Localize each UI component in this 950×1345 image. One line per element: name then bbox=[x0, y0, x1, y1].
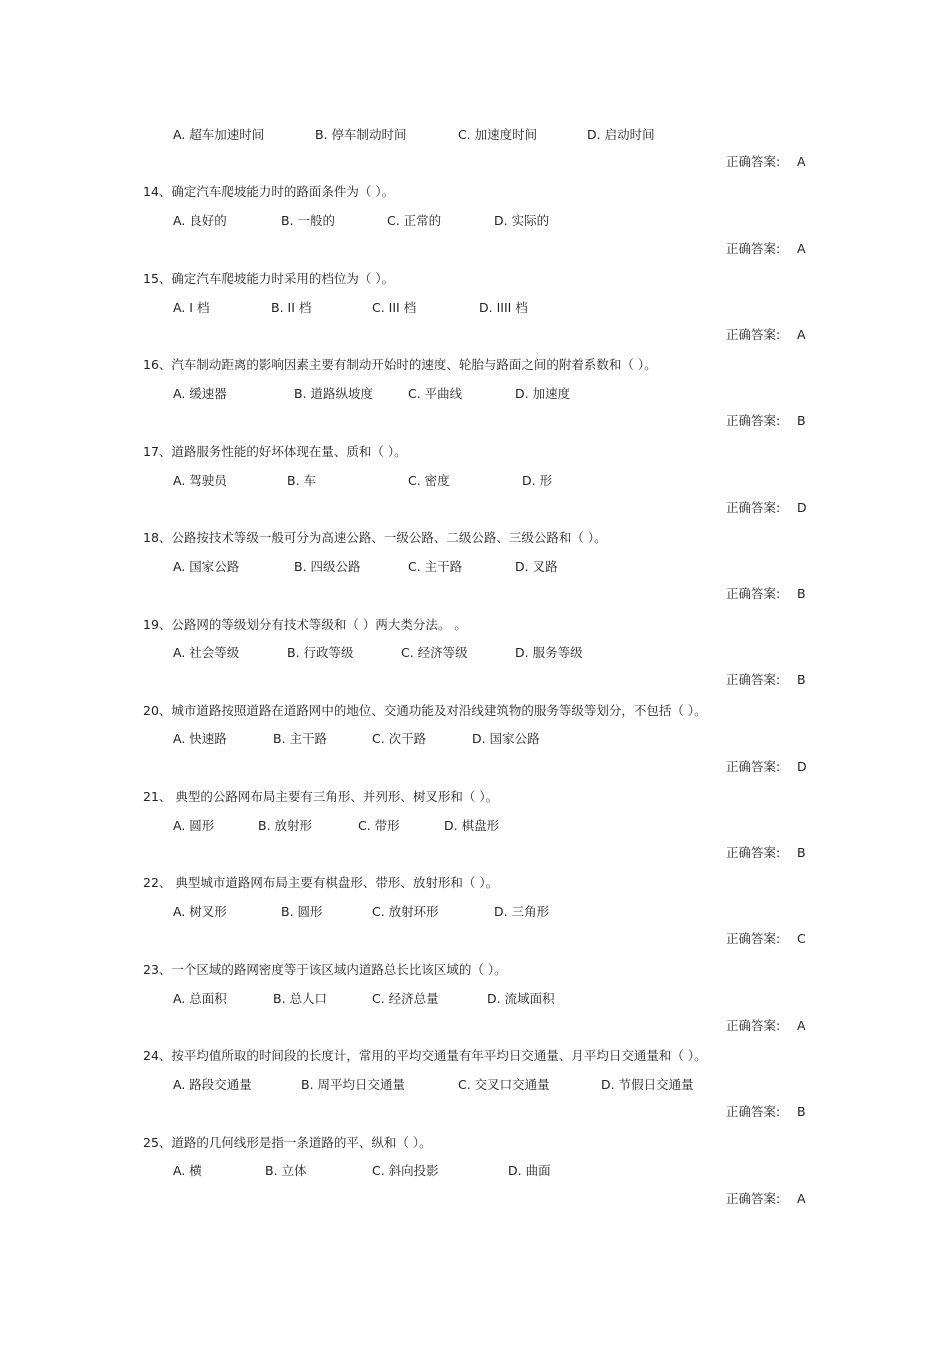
answer-value: B bbox=[797, 413, 806, 428]
option-d: D. 叉路 bbox=[515, 559, 558, 574]
answer-label: 正确答案: bbox=[726, 586, 781, 601]
answer-row bbox=[0, 239, 950, 259]
answer-label: 正确答案: bbox=[726, 500, 781, 515]
option-a: A. 路段交通量 bbox=[173, 1077, 252, 1092]
question-text: 19、公路网的等级划分有技术等级和（ ）两大类分法。 。 bbox=[143, 617, 467, 632]
option-a: A. 总面积 bbox=[173, 991, 227, 1006]
option-c: C. 主干路 bbox=[408, 559, 463, 574]
option-a: A. I 档 bbox=[173, 300, 210, 315]
options-row bbox=[0, 298, 950, 318]
option-d: D. 实际的 bbox=[494, 213, 550, 228]
options-row bbox=[0, 1075, 950, 1095]
question-stem bbox=[0, 1133, 950, 1153]
answer-value: A bbox=[797, 1191, 806, 1206]
answer bbox=[726, 584, 816, 604]
option-c: C. 平曲线 bbox=[408, 386, 463, 401]
answer bbox=[726, 843, 816, 863]
option-d: D. 棋盘形 bbox=[444, 818, 500, 833]
answer-value: B bbox=[797, 845, 806, 860]
question-text: 20、城市道路按照道路在道路网中的地位、交通功能及对沿线建筑物的服务等级等划分，不包括（ ）。 bbox=[143, 703, 707, 718]
question-text: 23、一个区域的路网密度等于该区域内道路总长比该区域的（ ）。 bbox=[143, 962, 507, 977]
answer-row bbox=[0, 584, 950, 604]
option-c: C. 带形 bbox=[358, 818, 400, 833]
question-stem bbox=[0, 182, 950, 202]
option-a: A. 驾驶员 bbox=[173, 473, 227, 488]
option-c: C. 密度 bbox=[408, 473, 450, 488]
answer-row bbox=[0, 929, 950, 949]
option-d: D. 服务等级 bbox=[515, 645, 583, 660]
answer-row bbox=[0, 1102, 950, 1122]
answer-row bbox=[0, 498, 950, 518]
answer-value: A bbox=[797, 1018, 806, 1033]
option-d: D. 节假日交通量 bbox=[601, 1077, 694, 1092]
answer-value: D bbox=[797, 500, 807, 515]
question-stem bbox=[0, 442, 950, 462]
answer-value: C bbox=[797, 931, 806, 946]
question-text: 18、公路按技术等级一般可分为高速公路、一级公路、二级公路、三级公路和（ ）。 bbox=[143, 530, 607, 545]
options-row bbox=[0, 989, 950, 1009]
option-a: A. 良好的 bbox=[173, 213, 227, 228]
option-a: A. 社会等级 bbox=[173, 645, 240, 660]
answer-value: A bbox=[797, 154, 806, 169]
option-b: B. 四级公路 bbox=[294, 559, 361, 574]
answer bbox=[726, 152, 816, 172]
option-d: D. 加速度 bbox=[515, 386, 571, 401]
answer-label: 正确答案: bbox=[726, 1018, 781, 1033]
option-c: C. III 档 bbox=[372, 300, 417, 315]
answer-label: 正确答案: bbox=[726, 241, 781, 256]
option-a: A. 快速路 bbox=[173, 731, 227, 746]
question-stem bbox=[0, 269, 950, 289]
option-b: B. 总人口 bbox=[273, 991, 328, 1006]
option-b: B. 主干路 bbox=[273, 731, 328, 746]
answer-value: B bbox=[797, 672, 806, 687]
option-a: A. 树叉形 bbox=[173, 904, 227, 919]
option-b: B. 周平均日交通量 bbox=[301, 1077, 406, 1092]
answer-value: B bbox=[797, 586, 806, 601]
option-a: A. 圆形 bbox=[173, 818, 215, 833]
answer bbox=[726, 1189, 816, 1209]
answer-row bbox=[0, 670, 950, 690]
options-row bbox=[0, 384, 950, 404]
option-b: B. 车 bbox=[287, 473, 317, 488]
options-row bbox=[0, 729, 950, 749]
question-text: 15、确定汽车爬坡能力时采用的档位为（ ）。 bbox=[143, 271, 395, 286]
answer-label: 正确答案: bbox=[726, 327, 781, 342]
option-d: D. 曲面 bbox=[508, 1163, 551, 1178]
option-c: C. 斜向投影 bbox=[372, 1163, 439, 1178]
option-a: A. 缓速器 bbox=[173, 386, 227, 401]
answer bbox=[726, 498, 816, 518]
option-b: B. II 档 bbox=[271, 300, 312, 315]
option-b: B. 一般的 bbox=[281, 213, 336, 228]
options-row bbox=[0, 902, 950, 922]
question-text: 25、道路的几何线形是指一条道路的平、纵和（ ）。 bbox=[143, 1135, 432, 1150]
question-text: 14、确定汽车爬坡能力时的路面条件为（ ）。 bbox=[143, 184, 395, 199]
option-d: D. 启动时间 bbox=[587, 127, 655, 142]
answer-value: A bbox=[797, 241, 806, 256]
question-text: 17、道路服务性能的好坏体现在量、质和（ ）。 bbox=[143, 444, 407, 459]
answer bbox=[726, 239, 816, 259]
answer-row bbox=[0, 325, 950, 345]
question-stem bbox=[0, 960, 950, 980]
options-row bbox=[0, 557, 950, 577]
answer-label: 正确答案: bbox=[726, 672, 781, 687]
question-stem bbox=[0, 1046, 950, 1066]
answer-label: 正确答案: bbox=[726, 931, 781, 946]
answer-row bbox=[0, 411, 950, 431]
option-a: A. 国家公路 bbox=[173, 559, 240, 574]
option-c: C. 经济总量 bbox=[372, 991, 439, 1006]
options-row bbox=[0, 211, 950, 231]
question-text: 24、按平均值所取的时间段的长度计，常用的平均交通量有年平均日交通量、月平均日交通量和（ ）。 bbox=[143, 1048, 707, 1063]
answer-label: 正确答案: bbox=[726, 759, 781, 774]
answer bbox=[726, 757, 816, 777]
option-d: D. 国家公路 bbox=[472, 731, 540, 746]
answer-row bbox=[0, 843, 950, 863]
question-text: 22、 典型城市道路网布局主要有棋盘形、带形、放射形和（ ）。 bbox=[143, 875, 499, 890]
answer-value: A bbox=[797, 327, 806, 342]
answer-row bbox=[0, 1189, 950, 1209]
answer bbox=[726, 411, 816, 431]
answer-row bbox=[0, 152, 950, 172]
option-a: A. 超车加速时间 bbox=[173, 127, 265, 142]
option-c: C. 放射环形 bbox=[372, 904, 439, 919]
options-row bbox=[0, 125, 950, 145]
answer-label: 正确答案: bbox=[726, 413, 781, 428]
option-b: B. 停车制动时间 bbox=[315, 127, 407, 142]
option-b: B. 立体 bbox=[265, 1163, 307, 1178]
question-stem bbox=[0, 701, 950, 721]
option-c: C. 交叉口交通量 bbox=[458, 1077, 550, 1092]
option-b: B. 行政等级 bbox=[287, 645, 354, 660]
options-row bbox=[0, 471, 950, 491]
options-row bbox=[0, 816, 950, 836]
answer-value: D bbox=[797, 759, 807, 774]
option-d: D. 三角形 bbox=[494, 904, 550, 919]
question-stem bbox=[0, 873, 950, 893]
answer bbox=[726, 1102, 816, 1122]
option-d: D. 流域面积 bbox=[487, 991, 555, 1006]
options-row bbox=[0, 1161, 950, 1181]
answer bbox=[726, 1016, 816, 1036]
answer-row bbox=[0, 757, 950, 777]
answer-row bbox=[0, 1016, 950, 1036]
question-stem bbox=[0, 528, 950, 548]
option-d: D. IIII 档 bbox=[479, 300, 528, 315]
options-row bbox=[0, 643, 950, 663]
option-c: C. 加速度时间 bbox=[458, 127, 538, 142]
answer-label: 正确答案: bbox=[726, 154, 781, 169]
question-text: 21、 典型的公路网布局主要有三角形、并列形、树叉形和（ ）。 bbox=[143, 789, 499, 804]
option-c: C. 次干路 bbox=[372, 731, 427, 746]
answer-label: 正确答案: bbox=[726, 1191, 781, 1206]
question-stem bbox=[0, 355, 950, 375]
option-b: B. 道路纵坡度 bbox=[294, 386, 374, 401]
option-a: A. 横 bbox=[173, 1163, 202, 1178]
option-d: D. 形 bbox=[522, 473, 553, 488]
option-c: C. 经济等级 bbox=[401, 645, 468, 660]
answer-label: 正确答案: bbox=[726, 1104, 781, 1119]
answer-value: B bbox=[797, 1104, 806, 1119]
answer bbox=[726, 325, 816, 345]
answer bbox=[726, 670, 816, 690]
answer-label: 正确答案: bbox=[726, 845, 781, 860]
option-b: B. 圆形 bbox=[281, 904, 323, 919]
option-c: C. 正常的 bbox=[387, 213, 442, 228]
question-stem bbox=[0, 615, 950, 635]
question-stem bbox=[0, 787, 950, 807]
option-b: B. 放射形 bbox=[258, 818, 313, 833]
question-text: 16、汽车制动距离的影响因素主要有制动开始时的速度、轮胎与路面之间的附着系数和（ ）。 bbox=[143, 357, 657, 372]
answer bbox=[726, 929, 816, 949]
